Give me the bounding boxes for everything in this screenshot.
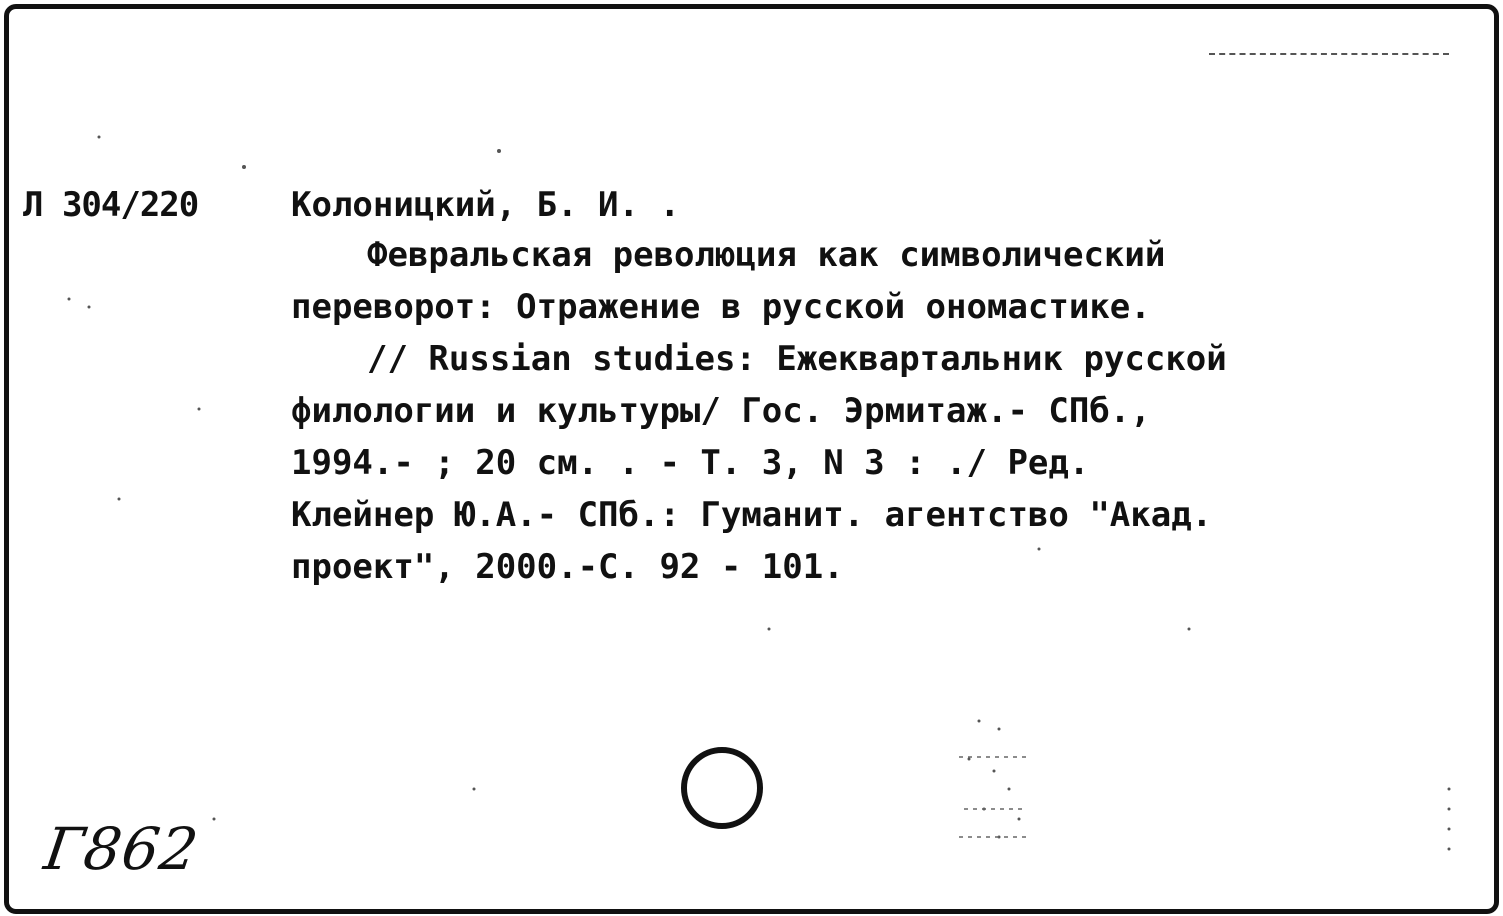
source-line-5: проект", 2000.-С. 92 - 101. — [291, 547, 844, 587]
source-line-2: филологии и культуры/ Гос. Эрмитаж.- СПб., — [291, 391, 1151, 431]
title-line-2: переворот: Отражение в русской ономастике. — [291, 287, 1151, 327]
dashed-mark — [1209, 53, 1449, 55]
source-line-3: 1994.- ; 20 см. . - Т. 3, N 3 : ./ Ред. — [291, 443, 1090, 483]
title-line-1: Февральская революция как символический — [367, 235, 1166, 275]
shelfmark: Л 304/220 — [23, 185, 199, 225]
punch-hole — [681, 747, 763, 829]
catalog-card — [4, 4, 1499, 914]
source-line-1: // Russian studies: Ежеквартальник русской — [367, 339, 1227, 379]
author: Колоницкий, Б. И. . — [291, 185, 680, 225]
handwritten-number: Г862 — [40, 815, 203, 883]
source-line-4: Клейнер Ю.А.- СПб.: Гуманит. агентство "Акад. — [291, 495, 1213, 535]
